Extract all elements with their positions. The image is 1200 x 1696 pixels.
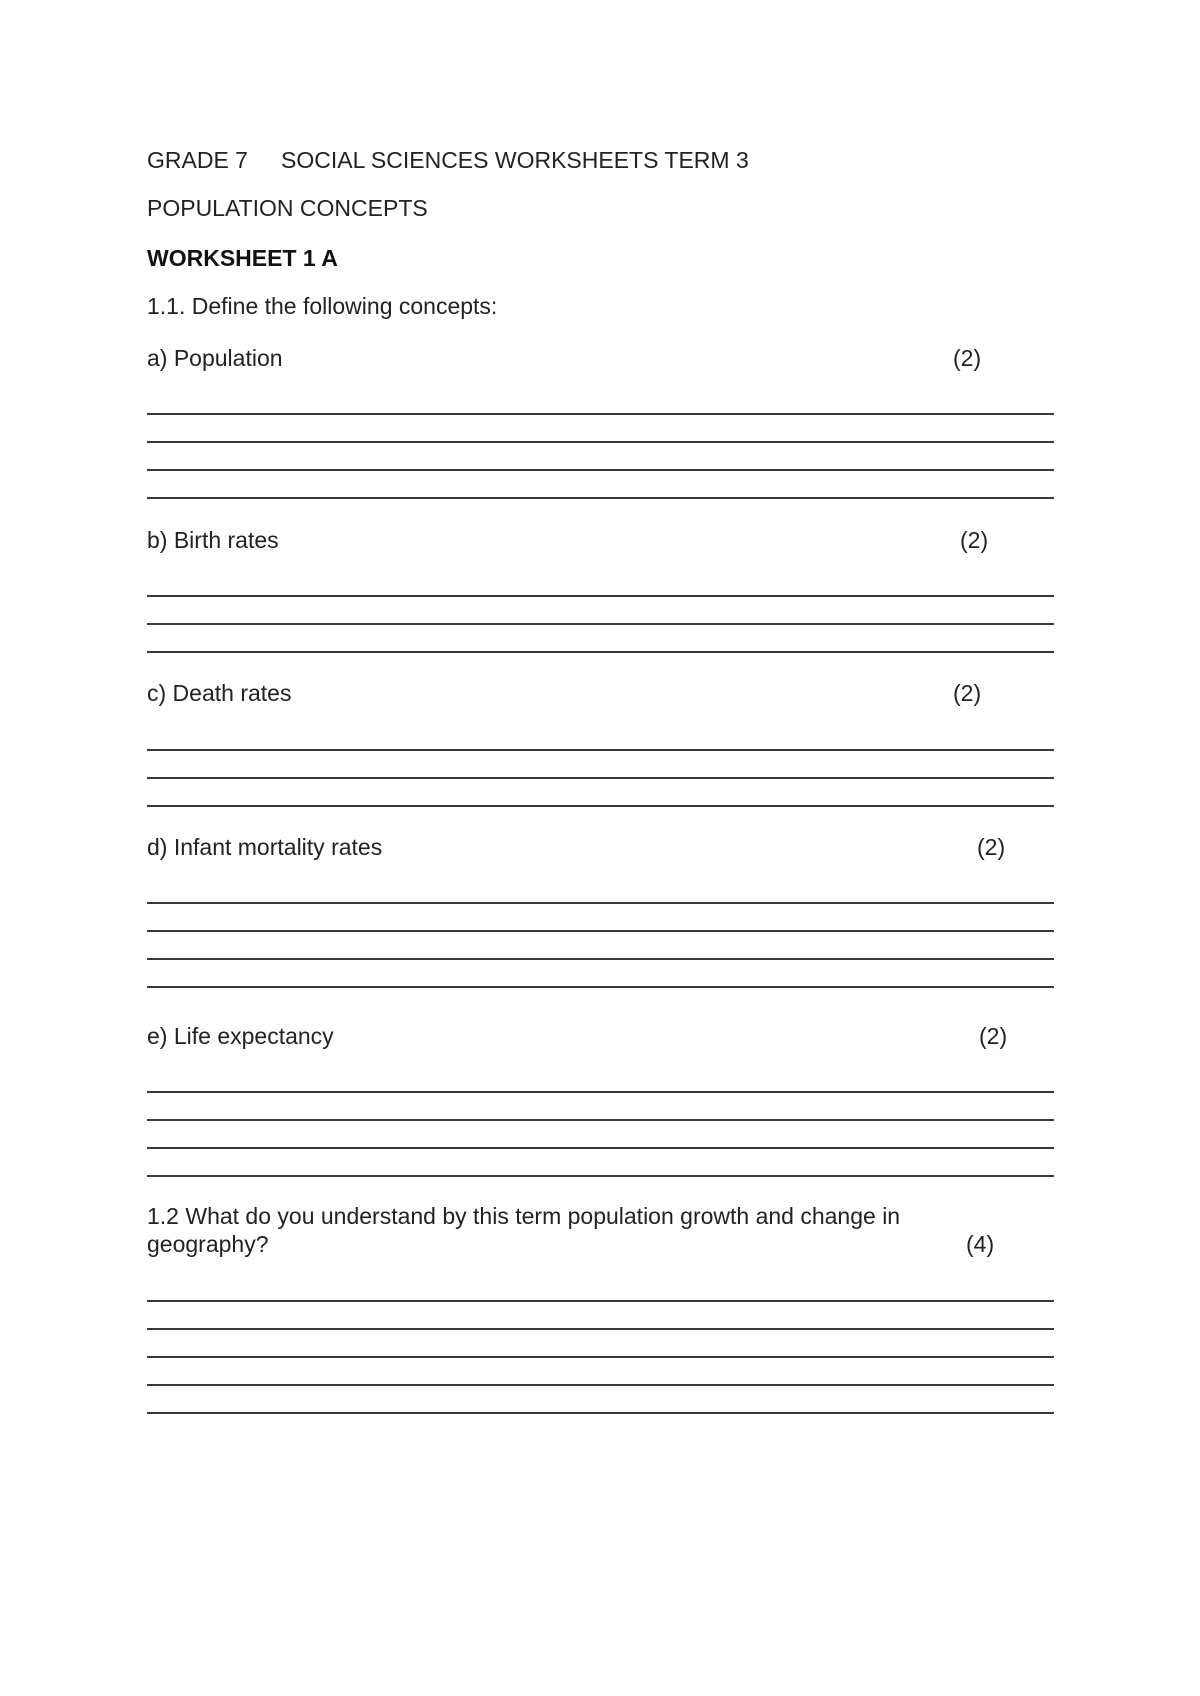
answer-line[interactable] — [147, 1147, 1054, 1149]
question-1-2-line2: geography? — [147, 1231, 269, 1257]
subject-title: SOCIAL SCIENCES WORKSHEETS TERM 3 — [281, 147, 749, 173]
question-d-marks: (2) — [977, 834, 1006, 860]
answer-line[interactable] — [147, 958, 1054, 960]
answer-line[interactable] — [147, 413, 1054, 415]
question-b-label: b) Birth rates — [147, 527, 279, 553]
question-1-2-marks: (4) — [966, 1231, 995, 1257]
answer-line[interactable] — [147, 1175, 1054, 1177]
question-1-2-line1: 1.2 What do you understand by this term population growth and change in — [147, 1203, 901, 1229]
answer-line[interactable] — [147, 749, 1054, 751]
question-c-label: c) Death rates — [147, 680, 292, 706]
answer-line[interactable] — [147, 777, 1054, 779]
answer-line[interactable] — [147, 902, 1054, 904]
answer-line[interactable] — [147, 595, 1054, 597]
answer-line[interactable] — [147, 441, 1054, 443]
answer-line[interactable] — [147, 623, 1054, 625]
answer-line[interactable] — [147, 651, 1054, 653]
worksheet-title: WORKSHEET 1 A — [147, 245, 338, 271]
question-a-label: a) Population — [147, 345, 283, 371]
answer-line[interactable] — [147, 1328, 1054, 1330]
instruction-text: 1.1. Define the following concepts: — [147, 293, 498, 319]
question-e-marks: (2) — [979, 1023, 1008, 1049]
question-b-marks: (2) — [960, 527, 989, 553]
answer-line[interactable] — [147, 1412, 1054, 1414]
topic-title: POPULATION CONCEPTS — [147, 195, 428, 221]
answer-line[interactable] — [147, 1356, 1054, 1358]
question-c-marks: (2) — [953, 680, 982, 706]
answer-line[interactable] — [147, 1300, 1054, 1302]
answer-line[interactable] — [147, 986, 1054, 988]
grade-label: GRADE 7 — [147, 147, 248, 173]
answer-line[interactable] — [147, 805, 1054, 807]
question-e-label: e) Life expectancy — [147, 1023, 334, 1049]
answer-line[interactable] — [147, 1384, 1054, 1386]
question-d-label: d) Infant mortality rates — [147, 834, 383, 860]
answer-line[interactable] — [147, 930, 1054, 932]
answer-line[interactable] — [147, 1119, 1054, 1121]
answer-line[interactable] — [147, 469, 1054, 471]
answer-line[interactable] — [147, 1091, 1054, 1093]
question-a-marks: (2) — [953, 345, 982, 371]
answer-line[interactable] — [147, 497, 1054, 499]
